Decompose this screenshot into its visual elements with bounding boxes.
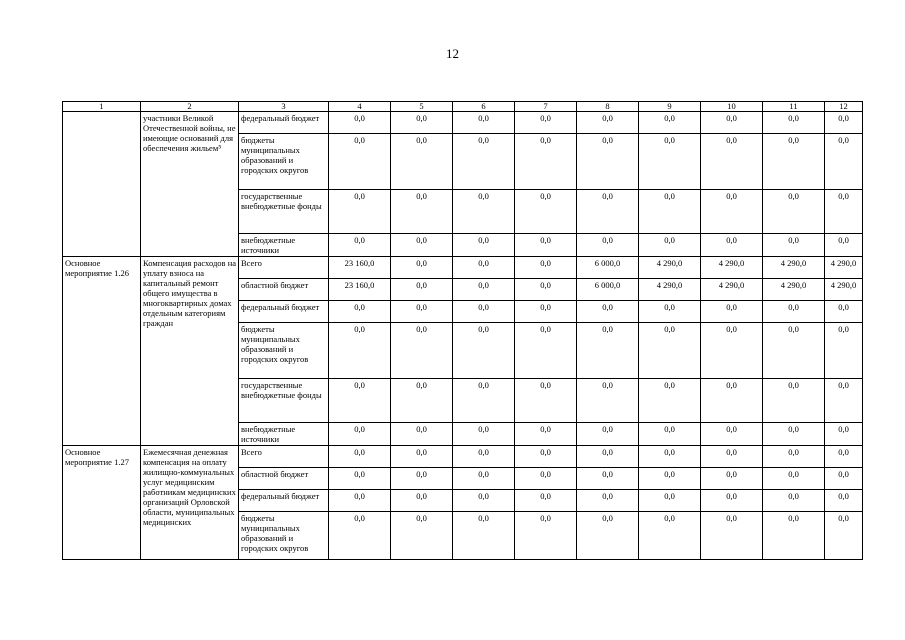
activity-name: Ежемесячная денежная компенсация на оплату жилищно-коммунальных услуг медицинским работникам медицинских организаций Орловской области, муниципальных медицинских: [141, 446, 239, 560]
value-cell: 0,0: [515, 379, 577, 423]
value-cell: 0,0: [391, 446, 453, 468]
value-cell: 0,0: [515, 490, 577, 512]
value-cell: 0,0: [825, 190, 863, 234]
value-cell: 0,0: [453, 190, 515, 234]
value-cell: 0,0: [515, 279, 577, 301]
funding-source: государственные внебюджетные фонды: [239, 379, 329, 423]
value-cell: 0,0: [639, 379, 701, 423]
value-cell: 0,0: [639, 190, 701, 234]
value-cell: 0,0: [577, 134, 639, 190]
value-cell: 0,0: [825, 468, 863, 490]
value-cell: 4 290,0: [763, 279, 825, 301]
value-cell: 0,0: [329, 468, 391, 490]
value-cell: 0,0: [391, 279, 453, 301]
value-cell: 0,0: [577, 190, 639, 234]
value-cell: 0,0: [515, 190, 577, 234]
value-cell: 0,0: [453, 234, 515, 257]
value-cell: 0,0: [515, 446, 577, 468]
value-cell: 0,0: [515, 112, 577, 134]
activity-code: Основное мероприятие 1.27: [63, 446, 141, 560]
value-cell: 0,0: [639, 134, 701, 190]
activity-name: участники Великой Отечественной войны, не имеющие оснований для обеспечения жильем⁵: [141, 112, 239, 257]
value-cell: 0,0: [515, 468, 577, 490]
funding-source: бюджеты муниципальных образований и городских округов: [239, 512, 329, 560]
value-cell: 0,0: [391, 257, 453, 279]
value-cell: 0,0: [825, 301, 863, 323]
value-cell: 0,0: [639, 234, 701, 257]
value-cell: 0,0: [763, 112, 825, 134]
value-cell: 0,0: [639, 301, 701, 323]
table-row: [63, 112, 863, 134]
value-cell: 0,0: [329, 234, 391, 257]
value-cell: 0,0: [763, 490, 825, 512]
header-cell: 3: [239, 102, 329, 112]
value-cell: 0,0: [639, 423, 701, 446]
value-cell: 0,0: [763, 323, 825, 379]
table-row: [63, 257, 863, 279]
value-cell: 6 000,0: [577, 279, 639, 301]
header-cell: 11: [763, 102, 825, 112]
value-cell: 0,0: [391, 234, 453, 257]
funding-source: Всего: [239, 446, 329, 468]
table-row: [63, 446, 863, 468]
value-cell: 0,0: [763, 468, 825, 490]
value-cell: 4 290,0: [825, 257, 863, 279]
value-cell: 0,0: [701, 301, 763, 323]
value-cell: 0,0: [701, 490, 763, 512]
value-cell: 0,0: [329, 446, 391, 468]
value-cell: 0,0: [515, 234, 577, 257]
value-cell: 0,0: [391, 190, 453, 234]
value-cell: 0,0: [701, 423, 763, 446]
value-cell: 0,0: [453, 446, 515, 468]
value-cell: 0,0: [391, 379, 453, 423]
value-cell: 0,0: [391, 468, 453, 490]
funding-source: государственные внебюджетные фонды: [239, 190, 329, 234]
value-cell: 0,0: [453, 468, 515, 490]
value-cell: 0,0: [577, 234, 639, 257]
value-cell: 0,0: [453, 512, 515, 560]
value-cell: 0,0: [639, 446, 701, 468]
funding-source: Всего: [239, 257, 329, 279]
value-cell: 0,0: [763, 134, 825, 190]
value-cell: 0,0: [329, 301, 391, 323]
value-cell: 0,0: [763, 234, 825, 257]
funding-source: федеральный бюджет: [239, 490, 329, 512]
value-cell: 0,0: [453, 279, 515, 301]
funding-source: федеральный бюджет: [239, 112, 329, 134]
value-cell: 0,0: [515, 134, 577, 190]
value-cell: 0,0: [515, 323, 577, 379]
funding-source: бюджеты муниципальных образований и городских округов: [239, 323, 329, 379]
value-cell: 0,0: [453, 112, 515, 134]
value-cell: 4 290,0: [763, 257, 825, 279]
value-cell: 0,0: [639, 323, 701, 379]
value-cell: 0,0: [639, 468, 701, 490]
header-cell: 9: [639, 102, 701, 112]
funding-source: внебюджетные источники: [239, 423, 329, 446]
value-cell: 0,0: [577, 323, 639, 379]
budget-table: [62, 101, 863, 560]
activity-name: Компенсация расходов на уплату взноса на капитальный ремонт общего имущества в многоквартирных домах отдельным категориям граждан: [141, 257, 239, 446]
funding-source: федеральный бюджет: [239, 301, 329, 323]
value-cell: 0,0: [453, 323, 515, 379]
header-cell: 1: [63, 102, 141, 112]
value-cell: 0,0: [763, 423, 825, 446]
page-number: 12: [446, 46, 459, 61]
value-cell: 0,0: [825, 512, 863, 560]
value-cell: 0,0: [453, 379, 515, 423]
value-cell: 4 290,0: [639, 257, 701, 279]
value-cell: 0,0: [453, 257, 515, 279]
value-cell: 0,0: [825, 379, 863, 423]
header-cell: 12: [825, 102, 863, 112]
value-cell: 0,0: [577, 468, 639, 490]
value-cell: 6 000,0: [577, 257, 639, 279]
value-cell: 0,0: [701, 190, 763, 234]
header-cell: 8: [577, 102, 639, 112]
value-cell: 0,0: [329, 379, 391, 423]
value-cell: 0,0: [825, 234, 863, 257]
value-cell: 0,0: [701, 323, 763, 379]
value-cell: 4 290,0: [639, 279, 701, 301]
value-cell: 0,0: [763, 190, 825, 234]
value-cell: 0,0: [329, 323, 391, 379]
header-cell: 4: [329, 102, 391, 112]
value-cell: 0,0: [453, 490, 515, 512]
value-cell: 0,0: [701, 446, 763, 468]
value-cell: 0,0: [701, 468, 763, 490]
value-cell: 0,0: [825, 446, 863, 468]
value-cell: 0,0: [329, 112, 391, 134]
value-cell: 0,0: [825, 490, 863, 512]
activity-code: Основное мероприятие 1.26: [63, 257, 141, 446]
value-cell: 0,0: [577, 423, 639, 446]
value-cell: 0,0: [639, 490, 701, 512]
value-cell: 0,0: [391, 134, 453, 190]
value-cell: 0,0: [639, 112, 701, 134]
value-cell: 0,0: [825, 423, 863, 446]
value-cell: 0,0: [577, 112, 639, 134]
value-cell: 0,0: [577, 512, 639, 560]
value-cell: 0,0: [515, 512, 577, 560]
value-cell: 4 290,0: [701, 279, 763, 301]
value-cell: 0,0: [577, 446, 639, 468]
value-cell: 0,0: [391, 323, 453, 379]
value-cell: 0,0: [763, 512, 825, 560]
header-cell: 7: [515, 102, 577, 112]
value-cell: 23 160,0: [329, 257, 391, 279]
value-cell: 0,0: [825, 134, 863, 190]
value-cell: 0,0: [639, 512, 701, 560]
value-cell: 0,0: [577, 490, 639, 512]
value-cell: 0,0: [763, 301, 825, 323]
value-cell: 0,0: [577, 301, 639, 323]
value-cell: 0,0: [515, 301, 577, 323]
value-cell: 0,0: [329, 134, 391, 190]
value-cell: 4 290,0: [825, 279, 863, 301]
value-cell: 0,0: [391, 301, 453, 323]
header-cell: 2: [141, 102, 239, 112]
value-cell: 0,0: [453, 301, 515, 323]
value-cell: 0,0: [763, 379, 825, 423]
value-cell: 23 160,0: [329, 279, 391, 301]
value-cell: 0,0: [391, 423, 453, 446]
header-cell: 10: [701, 102, 763, 112]
value-cell: 0,0: [515, 423, 577, 446]
value-cell: 0,0: [329, 423, 391, 446]
value-cell: 0,0: [701, 379, 763, 423]
activity-code: [63, 112, 141, 257]
funding-source: областной бюджет: [239, 468, 329, 490]
value-cell: 0,0: [701, 112, 763, 134]
value-cell: 0,0: [329, 512, 391, 560]
value-cell: 0,0: [577, 379, 639, 423]
value-cell: 0,0: [329, 490, 391, 512]
value-cell: 0,0: [329, 190, 391, 234]
funding-source: внебюджетные источники: [239, 234, 329, 257]
value-cell: 0,0: [763, 446, 825, 468]
value-cell: 0,0: [391, 490, 453, 512]
value-cell: 0,0: [391, 112, 453, 134]
value-cell: 0,0: [453, 423, 515, 446]
value-cell: 0,0: [701, 134, 763, 190]
funding-source: областной бюджет: [239, 279, 329, 301]
value-cell: 0,0: [391, 512, 453, 560]
value-cell: 0,0: [701, 234, 763, 257]
value-cell: 0,0: [825, 112, 863, 134]
header-cell: 6: [453, 102, 515, 112]
value-cell: 4 290,0: [701, 257, 763, 279]
header-cell: 5: [391, 102, 453, 112]
value-cell: 0,0: [701, 512, 763, 560]
value-cell: 0,0: [825, 323, 863, 379]
funding-source: бюджеты муниципальных образований и городских округов: [239, 134, 329, 190]
header-row: [63, 102, 863, 112]
value-cell: 0,0: [515, 257, 577, 279]
value-cell: 0,0: [453, 134, 515, 190]
